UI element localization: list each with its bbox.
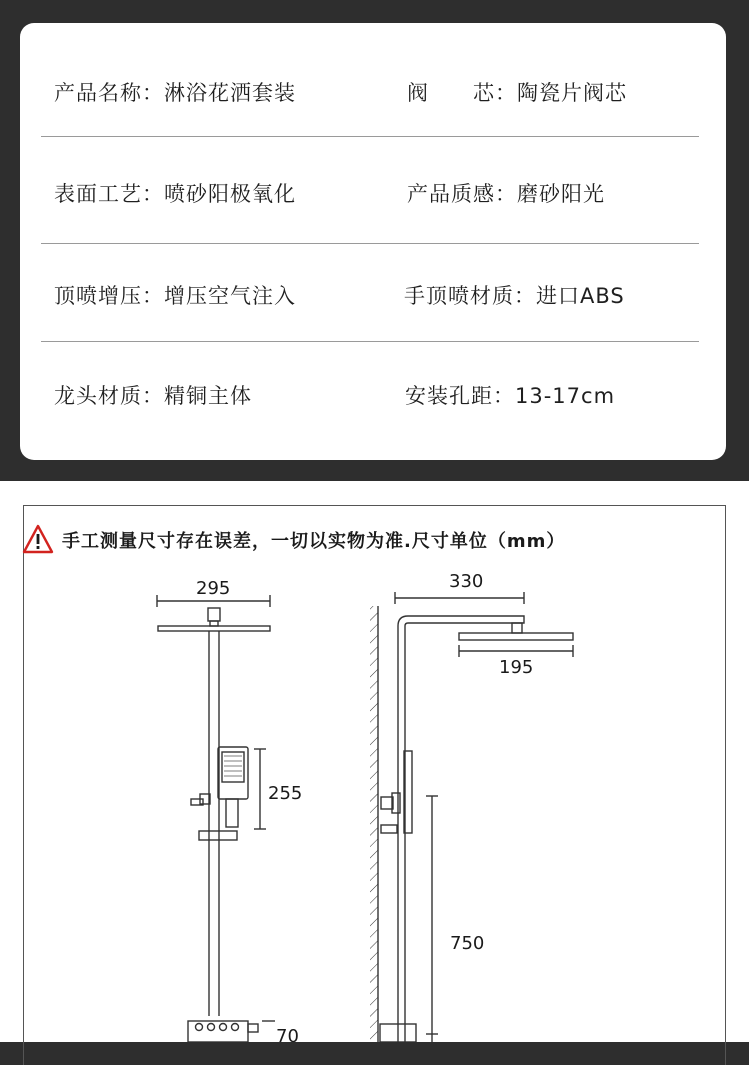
spec-value: 陶瓷片阀芯 — [517, 81, 627, 105]
handset-grip — [226, 799, 238, 827]
side-riser-bar — [398, 616, 524, 1042]
spec-row — [20, 380, 726, 440]
spec-item — [407, 178, 605, 208]
spec-value: 磨砂阳光 — [517, 182, 605, 206]
spec-label: 产品质感： — [407, 182, 517, 206]
dimension-section — [0, 481, 749, 1042]
spec-label: 手顶喷材质： — [404, 284, 536, 308]
dim-label-255: 255 — [268, 783, 303, 804]
dim-label-70: 70 — [276, 1026, 299, 1042]
dim-label-295: 295 — [196, 578, 231, 599]
spec-row — [20, 77, 726, 137]
spec-row — [20, 280, 726, 340]
shower-head — [158, 626, 270, 631]
spec-value: 喷砂阳极氧化 — [164, 182, 296, 206]
spec-label: 产品名称： — [54, 81, 164, 105]
spec-value: 淋浴花洒套装 — [164, 81, 296, 105]
spec-item — [54, 280, 296, 310]
spec-label: 安装孔距： — [405, 384, 515, 408]
spec-row — [20, 178, 726, 238]
front-view — [157, 595, 275, 1042]
spec-value: 进口ABS — [536, 284, 625, 308]
dim-label-330: 330 — [449, 571, 484, 592]
spec-label: 阀 芯： — [407, 81, 517, 105]
side-view — [370, 592, 573, 1042]
divider — [41, 136, 699, 137]
wall-hatch — [370, 606, 378, 1042]
divider — [41, 243, 699, 244]
spec-label: 表面工艺： — [54, 182, 164, 206]
spec-value: 增压空气注入 — [164, 284, 296, 308]
spec-item — [54, 77, 296, 107]
side-shower-head — [459, 633, 573, 640]
spec-item — [404, 280, 625, 310]
spec-item — [54, 380, 252, 410]
shower-head-mount — [208, 608, 220, 621]
spec-card — [20, 23, 726, 460]
spec-label: 顶喷增压： — [54, 284, 164, 308]
dim-label-750: 750 — [450, 933, 485, 954]
spec-item — [54, 178, 296, 208]
spec-value: 精铜主体 — [164, 384, 252, 408]
divider — [41, 341, 699, 342]
spec-item — [405, 380, 615, 410]
spec-section — [0, 0, 749, 480]
spec-value: 13-17cm — [515, 384, 616, 408]
notice-text: 手工测量尺寸存在误差，一切以实物为准.尺寸单位（mm） — [62, 531, 566, 552]
handset-cradle — [199, 831, 237, 840]
dim-label-195: 195 — [499, 657, 534, 678]
shower-dimension-drawing — [0, 481, 749, 1042]
spec-label: 龙头材质： — [54, 384, 164, 408]
spec-item — [407, 77, 627, 107]
